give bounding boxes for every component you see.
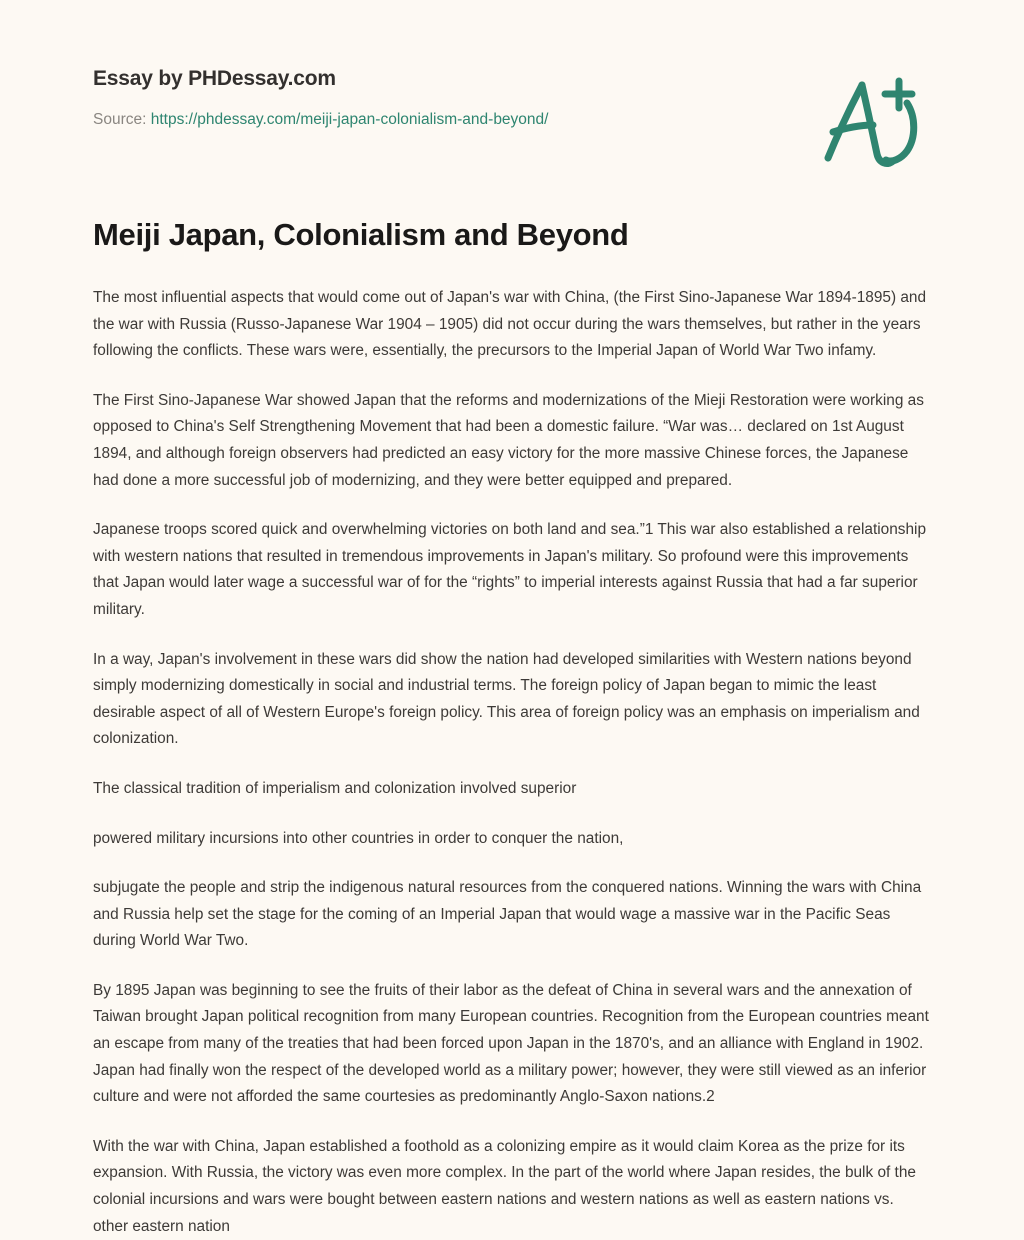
source-url-link[interactable]: https://phdessay.com/meiji-japan-colonialism-and-beyond/ (150, 111, 549, 128)
paragraph: By 1895 Japan was beginning to see the fruits of their labor as the defeat of China in several wars and the annexation of Taiwan brought Japan political recognition from many European countries. Recognition from the European countries meant an escape from many of the treaties that had been forced upon Japan in the 1870's, and an alliance with England in 1902. Japan had finally won the respect of the developed world as a military power; however, they were still viewed as an inferior culture and were not afforded the same courtesies as predominantly Anglo-Saxon nations.2 (93, 981, 929, 1106)
paragraph: In a way, Japan's involvement in these wars did show the nation had developed similarities with Western nations beyond simply modernizing domestically in social and industrial terms. The foreign policy of Japan began to mimic the least desirable aspect of all of Western Europe's foreign policy. This area of foreign policy was an emphasis on imperialism and colonization. (93, 650, 920, 748)
paragraph: Japanese troops scored quick and overwhelming victories on both land and sea.”1 This war also established a relationship with western nations that resulted in tremendous improvements in Japan's military. So profound were this improvements that Japan would later wage a successful war of for the “rights” to imperial interests against Russia that had a far superior military. (93, 521, 927, 618)
source-label: Source: (93, 111, 147, 128)
paragraph: With the war with China, Japan established a foothold as a colonizing empire as it would claim Korea as the prize for its expansion. With Russia, the victory was even more complex. In the part of the world where Japan resides, the bulk of the colonial incursions and wars were bought between eastern nations and western nations as well as eastern nations vs. other eastern nation (93, 1137, 916, 1235)
paragraph: The most influential aspects that would come out of Japan's war with China, (the First Sino-Japanese War 1894-1895) and the war with Russia (Russo-Japanese War 1904 – 1905) did not occur during the wars themselves, but rather in the years following the conflicts. These wars were, essentially, the precursors to the Imperial Japan of World War Two infamy. (93, 289, 927, 360)
a-plus-logo (815, 62, 925, 172)
paragraph: powered military incursions into other countries in order to conquer the nation, (93, 829, 624, 847)
paragraph: subjugate the people and strip the indigenous natural resources from the conquered nations. Winning the wars with China and Russia help set the stage for the coming of an Imperial Japan that would wage a massive war in the Pacific Seas during World War Two. (93, 879, 922, 950)
paragraph: The First Sino-Japanese War showed Japan that the reforms and modernizations of the Mieji Restoration were working as opposed to China's Self Strengthening Movement that had been a domestic failure. “War was… declared on 1st August 1894, and although foreign observers had predicted an easy victory for the more massive Chinese forces, the Japanese had done a more successful job of modernizing, and they were better equipped and prepared. (93, 391, 924, 489)
paragraph: The classical tradition of imperialism and colonization involved superior (93, 779, 577, 797)
page-title: Meiji Japan, Colonialism and Beyond (93, 217, 629, 252)
brand-byline: Essay by PHDessay.com (93, 67, 336, 90)
essay-body (93, 285, 933, 1240)
